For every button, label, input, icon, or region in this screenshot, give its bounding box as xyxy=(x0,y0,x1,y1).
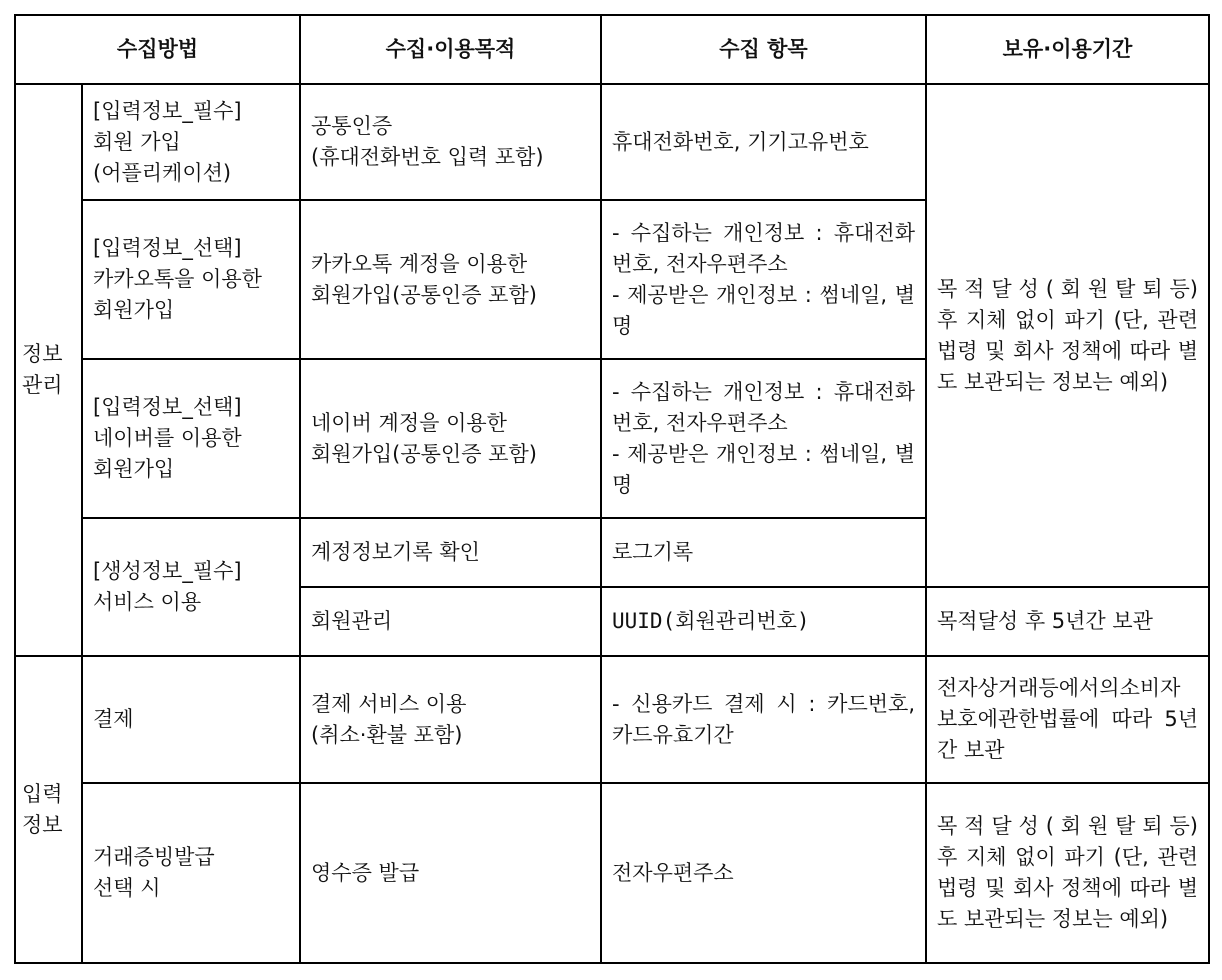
header-method: 수집방법 xyxy=(15,15,300,84)
header-period: 보유·이용기간 xyxy=(926,15,1209,84)
purpose-cell: 계정정보기록 확인 xyxy=(300,518,601,587)
items-cell: UUID(회원관리번호) xyxy=(601,587,926,656)
purpose-cell: 결제 서비스 이용 (취소·환불 포함) xyxy=(300,656,601,783)
period-cell: 목 적 달 성 ( 회 원 탈 퇴 등) 후 지체 없이 파기 (단, 관련법령 및 회사 정책에 따라 별도 보관되는 정보는 예외) xyxy=(926,783,1209,963)
method-cell: 결제 xyxy=(82,656,300,783)
items-line: - 수집하는 개인정보 : 휴대전화번호, 전자우편주소 xyxy=(612,220,915,276)
period-cell-shared: 목 적 달 성 ( 회 원 탈 퇴 등) 후 지체 없이 파기 (단, 관련법령 및 회사 정책에 따라 별도 보관되는 정보는 예외) xyxy=(926,84,1209,587)
header-purpose: 수집·이용목적 xyxy=(300,15,601,84)
method-cell: [입력정보_선택] 카카오톡을 이용한 회원가입 xyxy=(82,200,300,359)
purpose-cell: 네이버 계정을 이용한 회원가입(공통인증 포함) xyxy=(300,359,601,518)
table-row xyxy=(15,656,1209,783)
purpose-cell: 영수증 발급 xyxy=(300,783,601,963)
table-header-row xyxy=(15,15,1209,84)
items-line: - 수집하는 개인정보 : 휴대전화번호, 전자우편주소 xyxy=(612,379,915,435)
table-row xyxy=(15,783,1209,963)
items-cell xyxy=(601,200,926,359)
group-input-info: 입력 정보 xyxy=(15,656,82,963)
purpose-cell: 회원관리 xyxy=(300,587,601,656)
purpose-cell: 공통인증 (휴대전화번호 입력 포함) xyxy=(300,84,601,200)
items-cell xyxy=(601,359,926,518)
items-cell: - 신용카드 결제 시 : 카드번호, 카드유효기간 xyxy=(601,656,926,783)
method-cell: [입력정보_필수] 회원 가입 (어플리케이션) xyxy=(82,84,300,200)
method-cell: 거래증빙발급 선택 시 xyxy=(82,783,300,963)
items-line: - 제공받은 개인정보 : 썸네일, 별명 xyxy=(612,282,915,338)
items-line: - 제공받은 개인정보 : 썸네일, 별명 xyxy=(612,441,915,497)
header-items: 수집 항목 xyxy=(601,15,926,84)
period-cell: 목적달성 후 5년간 보관 xyxy=(926,587,1209,656)
purpose-cell: 카카오톡 계정을 이용한 회원가입(공통인증 포함) xyxy=(300,200,601,359)
items-cell: 휴대전화번호, 기기고유번호 xyxy=(601,84,926,200)
group-info-management: 정보 관리 xyxy=(15,84,82,656)
privacy-collection-table xyxy=(14,14,1210,964)
items-cell: 전자우편주소 xyxy=(601,783,926,963)
table-row xyxy=(15,84,1209,200)
method-cell: [입력정보_선택] 네이버를 이용한 회원가입 xyxy=(82,359,300,518)
method-cell: [생성정보_필수] 서비스 이용 xyxy=(82,518,300,656)
items-cell: 로그기록 xyxy=(601,518,926,587)
period-cell: 전자상거래등에서의소비자보호에관한법률에 따라 5년간 보관 xyxy=(926,656,1209,783)
